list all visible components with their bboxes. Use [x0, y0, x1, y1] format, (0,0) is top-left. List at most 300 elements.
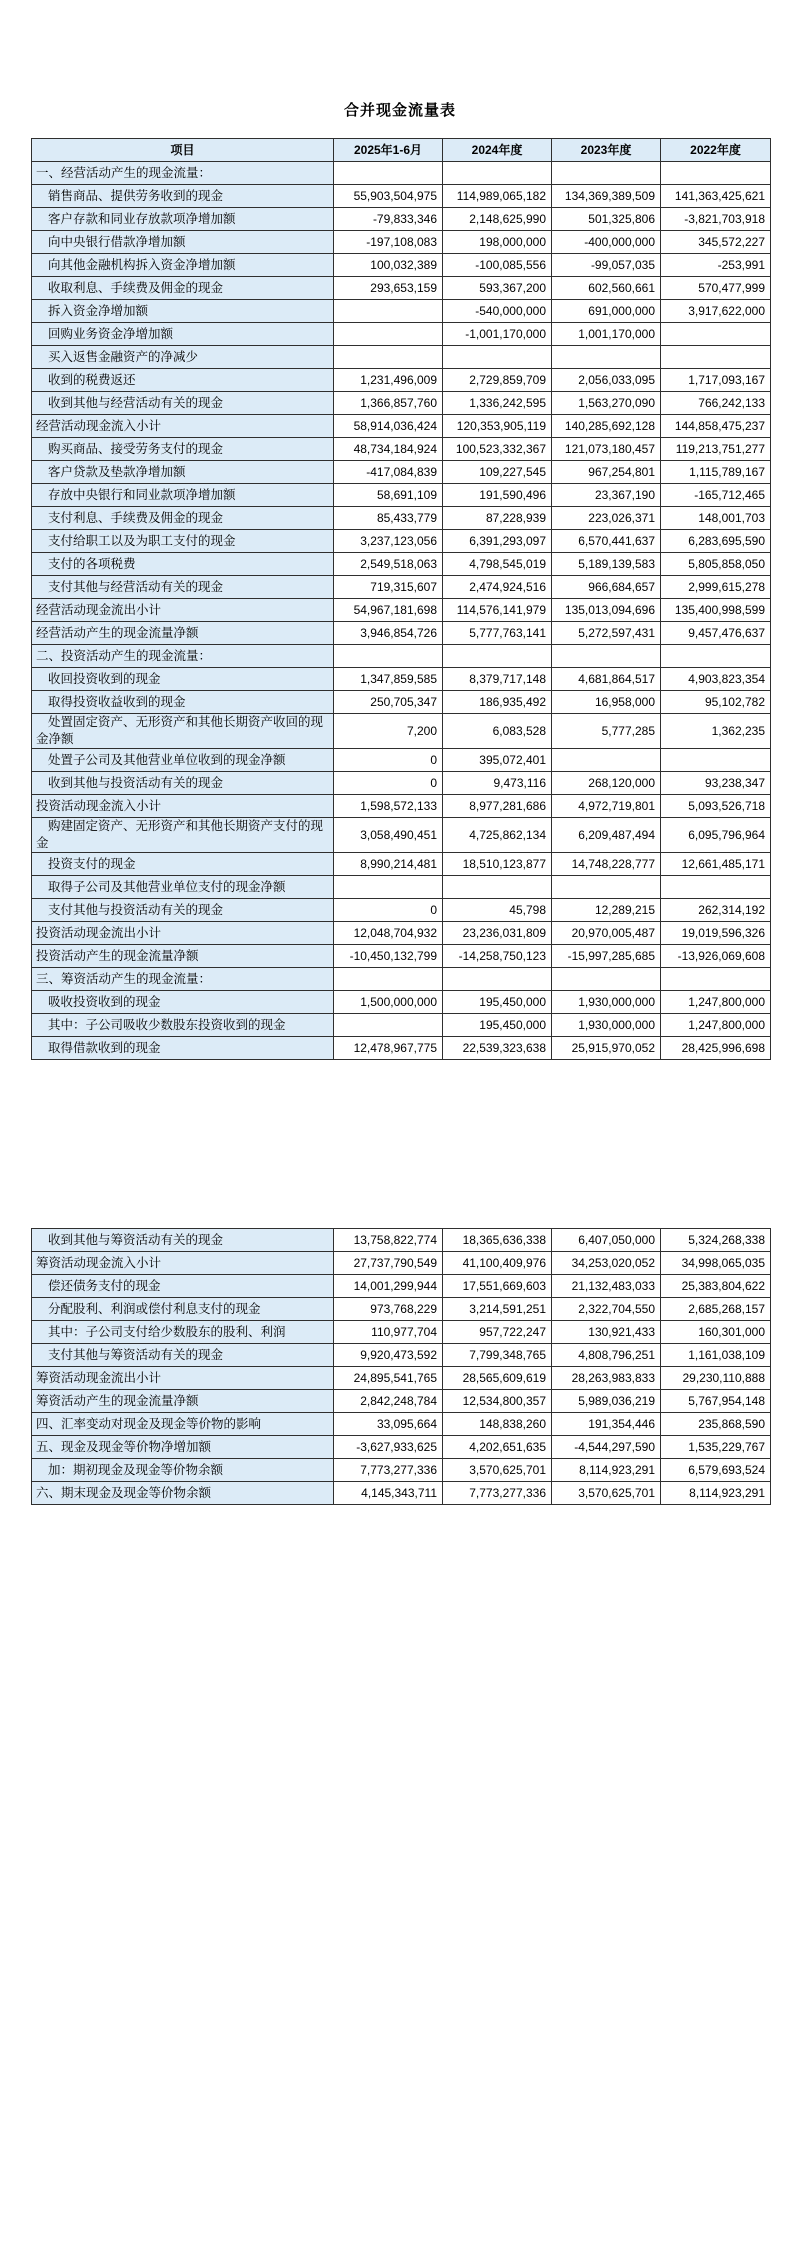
cell-value: 1,598,572,133: [334, 795, 443, 818]
cell-value: 8,379,717,148: [443, 668, 552, 691]
cell-value: 6,209,487,494: [552, 818, 661, 853]
table-row: [32, 599, 771, 622]
cell-value: 114,576,141,979: [443, 599, 552, 622]
table-row: [32, 415, 771, 438]
cell-value: 12,661,485,171: [661, 853, 771, 876]
cell-value: 6,570,441,637: [552, 530, 661, 553]
cell-value: 3,570,625,701: [552, 1482, 661, 1505]
column-header: 项目: [32, 139, 334, 162]
cell-value: 7,799,348,765: [443, 1344, 552, 1367]
cell-value: 6,095,796,964: [661, 818, 771, 853]
cell-value: 33,095,664: [334, 1413, 443, 1436]
cell-value: 100,523,332,367: [443, 438, 552, 461]
row-label: 五、现金及现金等价物净增加额: [32, 1436, 334, 1459]
table-row: [32, 945, 771, 968]
row-label: 收到其他与筹资活动有关的现金: [32, 1229, 334, 1252]
cell-value: 140,285,692,128: [552, 415, 661, 438]
row-label: 回购业务资金净增加额: [32, 323, 334, 346]
cell-value: [334, 323, 443, 346]
cell-value: 5,767,954,148: [661, 1390, 771, 1413]
row-label: 支付其他与经营活动有关的现金: [32, 576, 334, 599]
row-label: 六、期末现金及现金等价物余额: [32, 1482, 334, 1505]
cell-value: 1,930,000,000: [552, 1014, 661, 1037]
table-body-part1: [32, 162, 771, 1060]
cell-value: 27,737,790,549: [334, 1252, 443, 1275]
cell-value: [552, 162, 661, 185]
cell-value: 93,238,347: [661, 772, 771, 795]
row-label: 取得子公司及其他营业单位支付的现金净额: [32, 876, 334, 899]
cell-value: 6,283,695,590: [661, 530, 771, 553]
table-row: [32, 392, 771, 415]
cell-value: 195,450,000: [443, 1014, 552, 1037]
cell-value: -100,085,556: [443, 254, 552, 277]
cell-value: 135,400,998,599: [661, 599, 771, 622]
cell-value: 191,590,496: [443, 484, 552, 507]
cell-value: 7,773,277,336: [443, 1482, 552, 1505]
cell-value: 1,500,000,000: [334, 991, 443, 1014]
cell-value: 114,989,065,182: [443, 185, 552, 208]
cell-value: 3,917,622,000: [661, 300, 771, 323]
cell-value: 593,367,200: [443, 277, 552, 300]
row-label: 偿还债务支付的现金: [32, 1275, 334, 1298]
row-label: 二、投资活动产生的现金流量：: [32, 645, 334, 668]
cell-value: 345,572,227: [661, 231, 771, 254]
cell-value: 8,977,281,686: [443, 795, 552, 818]
cell-value: 2,056,033,095: [552, 369, 661, 392]
cell-value: 28,425,996,698: [661, 1037, 771, 1060]
cell-value: 45,798: [443, 899, 552, 922]
table-row: [32, 795, 771, 818]
cell-value: 1,535,229,767: [661, 1436, 771, 1459]
cell-value: 1,347,859,585: [334, 668, 443, 691]
row-label: 处置固定资产、无形资产和其他长期资产收回的现金净额: [32, 714, 334, 749]
cell-value: 12,048,704,932: [334, 922, 443, 945]
table-row: [32, 1482, 771, 1505]
row-label: 支付利息、手续费及佣金的现金: [32, 507, 334, 530]
table-row: [32, 899, 771, 922]
row-label: 一、经营活动产生的现金流量：: [32, 162, 334, 185]
row-label: 客户存款和同业存放款项净增加额: [32, 208, 334, 231]
cell-value: [334, 968, 443, 991]
table-row: [32, 1390, 771, 1413]
table-header: [32, 139, 771, 162]
row-label: 支付其他与筹资活动有关的现金: [32, 1344, 334, 1367]
cell-value: 58,914,036,424: [334, 415, 443, 438]
cell-value: 9,920,473,592: [334, 1344, 443, 1367]
cell-value: [552, 749, 661, 772]
row-label: 客户贷款及垫款净增加额: [32, 461, 334, 484]
cell-value: 58,691,109: [334, 484, 443, 507]
table-row: [32, 576, 771, 599]
cell-value: 293,653,159: [334, 277, 443, 300]
cell-value: [334, 876, 443, 899]
row-label: 投资活动产生的现金流量净额: [32, 945, 334, 968]
cell-value: 25,915,970,052: [552, 1037, 661, 1060]
cell-value: 719,315,607: [334, 576, 443, 599]
cell-value: 24,895,541,765: [334, 1367, 443, 1390]
cell-value: 4,725,862,134: [443, 818, 552, 853]
table-row: [32, 461, 771, 484]
cell-value: [552, 346, 661, 369]
row-label: 筹资活动产生的现金流量净额: [32, 1390, 334, 1413]
cell-value: 6,579,693,524: [661, 1459, 771, 1482]
row-label: 处置子公司及其他营业单位收到的现金净额: [32, 749, 334, 772]
cell-value: [443, 645, 552, 668]
table-row: [32, 323, 771, 346]
cell-value: 23,367,190: [552, 484, 661, 507]
cell-value: 148,001,703: [661, 507, 771, 530]
cell-value: 17,551,669,603: [443, 1275, 552, 1298]
cell-value: 0: [334, 899, 443, 922]
table-row: [32, 1037, 771, 1060]
cell-value: -165,712,465: [661, 484, 771, 507]
cell-value: 4,903,823,354: [661, 668, 771, 691]
cell-value: 5,189,139,583: [552, 553, 661, 576]
cell-value: 8,114,923,291: [661, 1482, 771, 1505]
cell-value: 28,565,609,619: [443, 1367, 552, 1390]
cell-value: 95,102,782: [661, 691, 771, 714]
cell-value: 198,000,000: [443, 231, 552, 254]
cell-value: [661, 323, 771, 346]
cell-value: 1,231,496,009: [334, 369, 443, 392]
cell-value: 5,093,526,718: [661, 795, 771, 818]
cell-value: 4,145,343,711: [334, 1482, 443, 1505]
cell-value: 8,990,214,481: [334, 853, 443, 876]
cell-value: 12,478,967,775: [334, 1037, 443, 1060]
cell-value: 0: [334, 772, 443, 795]
table-row: [32, 1436, 771, 1459]
cell-value: 2,685,268,157: [661, 1298, 771, 1321]
cell-value: 4,798,545,019: [443, 553, 552, 576]
row-label: 购建固定资产、无形资产和其他长期资产支付的现金: [32, 818, 334, 853]
table-row: [32, 1413, 771, 1436]
cell-value: 7,773,277,336: [334, 1459, 443, 1482]
cell-value: 2,729,859,709: [443, 369, 552, 392]
cell-value: 1,001,170,000: [552, 323, 661, 346]
cell-value: -3,821,703,918: [661, 208, 771, 231]
cell-value: 195,450,000: [443, 991, 552, 1014]
cell-value: [334, 162, 443, 185]
row-label: 购买商品、接受劳务支付的现金: [32, 438, 334, 461]
cell-value: [661, 968, 771, 991]
cell-value: [443, 968, 552, 991]
row-label: 支付其他与投资活动有关的现金: [32, 899, 334, 922]
row-label: 分配股利、利润或偿付利息支付的现金: [32, 1298, 334, 1321]
cell-value: 1,563,270,090: [552, 392, 661, 415]
cell-value: [443, 162, 552, 185]
row-label: 其中：子公司支付给少数股东的股利、利润: [32, 1321, 334, 1344]
row-label: 买入返售金融资产的净减少: [32, 346, 334, 369]
row-label: 拆入资金净增加额: [32, 300, 334, 323]
table-row: [32, 772, 771, 795]
cell-value: 2,474,924,516: [443, 576, 552, 599]
table-row: [32, 530, 771, 553]
cell-value: 14,001,299,944: [334, 1275, 443, 1298]
cell-value: [334, 346, 443, 369]
row-label: 取得投资收益收到的现金: [32, 691, 334, 714]
cell-value: [443, 876, 552, 899]
cell-value: 262,314,192: [661, 899, 771, 922]
cell-value: 28,263,983,833: [552, 1367, 661, 1390]
row-label: 投资活动现金流出小计: [32, 922, 334, 945]
table-row: [32, 185, 771, 208]
column-header: 2024年度: [443, 139, 552, 162]
cell-value: -99,057,035: [552, 254, 661, 277]
row-label: 收到其他与经营活动有关的现金: [32, 392, 334, 415]
table-row: [32, 553, 771, 576]
cell-value: 5,324,268,338: [661, 1229, 771, 1252]
table-row: [32, 818, 771, 853]
table-row: [32, 1298, 771, 1321]
row-label: 经营活动产生的现金流量净额: [32, 622, 334, 645]
cell-value: -197,108,083: [334, 231, 443, 254]
table-row: [32, 1344, 771, 1367]
table-row: [32, 876, 771, 899]
row-label: 取得借款收到的现金: [32, 1037, 334, 1060]
cell-value: 148,838,260: [443, 1413, 552, 1436]
cell-value: 7,200: [334, 714, 443, 749]
cell-value: 18,510,123,877: [443, 853, 552, 876]
cell-value: 570,477,999: [661, 277, 771, 300]
cell-value: 2,999,615,278: [661, 576, 771, 599]
cell-value: 186,935,492: [443, 691, 552, 714]
cell-value: 1,366,857,760: [334, 392, 443, 415]
cell-value: 1,161,038,109: [661, 1344, 771, 1367]
table-row: [32, 346, 771, 369]
cell-value: 2,842,248,784: [334, 1390, 443, 1413]
cell-value: -14,258,750,123: [443, 945, 552, 968]
cell-value: 119,213,751,277: [661, 438, 771, 461]
row-label: 经营活动现金流出小计: [32, 599, 334, 622]
cell-value: 135,013,094,696: [552, 599, 661, 622]
cell-value: 235,868,590: [661, 1413, 771, 1436]
cell-value: 8,114,923,291: [552, 1459, 661, 1482]
table-row: [32, 853, 771, 876]
cell-value: 48,734,184,924: [334, 438, 443, 461]
cell-value: 54,967,181,698: [334, 599, 443, 622]
table-row: [32, 438, 771, 461]
cell-value: 4,202,651,635: [443, 1436, 552, 1459]
cell-value: 22,539,323,638: [443, 1037, 552, 1060]
cell-value: 21,132,483,033: [552, 1275, 661, 1298]
cell-value: [661, 645, 771, 668]
cell-value: 6,391,293,097: [443, 530, 552, 553]
page-title: 合并现金流量表: [343, 102, 456, 119]
cell-value: 957,722,247: [443, 1321, 552, 1344]
cell-value: 3,214,591,251: [443, 1298, 552, 1321]
row-label: 三、筹资活动产生的现金流量：: [32, 968, 334, 991]
cell-value: 5,777,763,141: [443, 622, 552, 645]
table-row: [32, 714, 771, 749]
cash-flow-table-part2: [31, 1228, 771, 1505]
header-row: [32, 139, 771, 162]
cell-value: [661, 162, 771, 185]
table-row: [32, 749, 771, 772]
cell-value: 87,228,939: [443, 507, 552, 530]
cell-value: 25,383,804,622: [661, 1275, 771, 1298]
table-row: [32, 1014, 771, 1037]
cell-value: 4,972,719,801: [552, 795, 661, 818]
column-header: 2022年度: [661, 139, 771, 162]
cell-value: 120,353,905,119: [443, 415, 552, 438]
table-row: [32, 300, 771, 323]
table-row: [32, 484, 771, 507]
cell-value: [443, 346, 552, 369]
row-label: 收到的税费返还: [32, 369, 334, 392]
table-row: [32, 1321, 771, 1344]
cell-value: 5,272,597,431: [552, 622, 661, 645]
table-row: [32, 645, 771, 668]
cell-value: -540,000,000: [443, 300, 552, 323]
cell-value: 966,684,657: [552, 576, 661, 599]
table-row: [32, 231, 771, 254]
column-header: 2023年度: [552, 139, 661, 162]
cell-value: 34,253,020,052: [552, 1252, 661, 1275]
cell-value: [334, 1014, 443, 1037]
table-row: [32, 507, 771, 530]
cell-value: 501,325,806: [552, 208, 661, 231]
cell-value: 16,958,000: [552, 691, 661, 714]
row-label: 加：期初现金及现金等价物余额: [32, 1459, 334, 1482]
cell-value: 1,362,235: [661, 714, 771, 749]
cell-value: 766,242,133: [661, 392, 771, 415]
cell-value: 29,230,110,888: [661, 1367, 771, 1390]
cell-value: 1,247,800,000: [661, 991, 771, 1014]
cell-value: 250,705,347: [334, 691, 443, 714]
cell-value: -15,997,285,685: [552, 945, 661, 968]
cell-value: 14,748,228,777: [552, 853, 661, 876]
row-label: 吸收投资收到的现金: [32, 991, 334, 1014]
cell-value: -417,084,839: [334, 461, 443, 484]
cell-value: 1,717,093,167: [661, 369, 771, 392]
cell-value: -253,991: [661, 254, 771, 277]
cell-value: -3,627,933,625: [334, 1436, 443, 1459]
cell-value: 967,254,801: [552, 461, 661, 484]
cell-value: 2,549,518,063: [334, 553, 443, 576]
cell-value: 100,032,389: [334, 254, 443, 277]
cell-value: 1,247,800,000: [661, 1014, 771, 1037]
cell-value: 134,369,389,509: [552, 185, 661, 208]
row-label: 向其他金融机构拆入资金净增加额: [32, 254, 334, 277]
cell-value: 20,970,005,487: [552, 922, 661, 945]
cell-value: 5,805,858,050: [661, 553, 771, 576]
cell-value: 9,457,476,637: [661, 622, 771, 645]
table-row: [32, 254, 771, 277]
table-row: [32, 369, 771, 392]
cell-value: 3,946,854,726: [334, 622, 443, 645]
cell-value: 12,289,215: [552, 899, 661, 922]
table-row: [32, 277, 771, 300]
row-label: 投资活动现金流入小计: [32, 795, 334, 818]
cell-value: 4,681,864,517: [552, 668, 661, 691]
cell-value: 4,808,796,251: [552, 1344, 661, 1367]
cell-value: 55,903,504,975: [334, 185, 443, 208]
cell-value: 144,858,475,237: [661, 415, 771, 438]
cell-value: 5,989,036,219: [552, 1390, 661, 1413]
cell-value: 12,534,800,357: [443, 1390, 552, 1413]
cell-value: 6,083,528: [443, 714, 552, 749]
cell-value: 85,433,779: [334, 507, 443, 530]
cell-value: 2,322,704,550: [552, 1298, 661, 1321]
cell-value: -4,544,297,590: [552, 1436, 661, 1459]
table-row: [32, 922, 771, 945]
cell-value: 121,073,180,457: [552, 438, 661, 461]
table-body-part2: [32, 1229, 771, 1505]
cell-value: 602,560,661: [552, 277, 661, 300]
cell-value: 1,930,000,000: [552, 991, 661, 1014]
cell-value: 223,026,371: [552, 507, 661, 530]
cell-value: 2,148,625,990: [443, 208, 552, 231]
table-row: [32, 691, 771, 714]
cell-value: [334, 300, 443, 323]
table-row: [32, 162, 771, 185]
cell-value: 41,100,409,976: [443, 1252, 552, 1275]
table-row: [32, 668, 771, 691]
row-label: 支付给职工以及为职工支付的现金: [32, 530, 334, 553]
table-row: [32, 991, 771, 1014]
cell-value: 973,768,229: [334, 1298, 443, 1321]
cell-value: 691,000,000: [552, 300, 661, 323]
table-row: [32, 1252, 771, 1275]
cell-value: [661, 749, 771, 772]
row-label: 收回投资收到的现金: [32, 668, 334, 691]
cell-value: -13,926,069,608: [661, 945, 771, 968]
table-row: [32, 1275, 771, 1298]
cell-value: 19,019,596,326: [661, 922, 771, 945]
row-label: 向中央银行借款净增加额: [32, 231, 334, 254]
cell-value: 0: [334, 749, 443, 772]
cell-value: 268,120,000: [552, 772, 661, 795]
cell-value: -10,450,132,799: [334, 945, 443, 968]
cell-value: [661, 346, 771, 369]
cell-value: 18,365,636,338: [443, 1229, 552, 1252]
row-label: 经营活动现金流入小计: [32, 415, 334, 438]
cell-value: 1,336,242,595: [443, 392, 552, 415]
cell-value: 141,363,425,621: [661, 185, 771, 208]
row-label: 存放中央银行和同业款项净增加额: [32, 484, 334, 507]
row-label: 支付的各项税费: [32, 553, 334, 576]
cell-value: 110,977,704: [334, 1321, 443, 1344]
cell-value: 34,998,065,035: [661, 1252, 771, 1275]
row-label: 投资支付的现金: [32, 853, 334, 876]
row-label: 筹资活动现金流入小计: [32, 1252, 334, 1275]
row-label: 收到其他与投资活动有关的现金: [32, 772, 334, 795]
cell-value: 3,570,625,701: [443, 1459, 552, 1482]
cell-value: 3,237,123,056: [334, 530, 443, 553]
cell-value: 13,758,822,774: [334, 1229, 443, 1252]
cell-value: -79,833,346: [334, 208, 443, 231]
cell-value: 1,115,789,167: [661, 461, 771, 484]
cell-value: [334, 645, 443, 668]
cell-value: 6,407,050,000: [552, 1229, 661, 1252]
table-row: [32, 1229, 771, 1252]
row-label: 其中：子公司吸收少数股东投资收到的现金: [32, 1014, 334, 1037]
cell-value: -400,000,000: [552, 231, 661, 254]
cell-value: 23,236,031,809: [443, 922, 552, 945]
row-label: 收取利息、手续费及佣金的现金: [32, 277, 334, 300]
cell-value: [552, 876, 661, 899]
cell-value: 3,058,490,451: [334, 818, 443, 853]
cell-value: 395,072,401: [443, 749, 552, 772]
cell-value: 160,301,000: [661, 1321, 771, 1344]
cell-value: 9,473,116: [443, 772, 552, 795]
cell-value: [552, 968, 661, 991]
row-label: 四、汇率变动对现金及现金等价物的影响: [32, 1413, 334, 1436]
row-label: 筹资活动现金流出小计: [32, 1367, 334, 1390]
table-row: [32, 208, 771, 231]
cell-value: 130,921,433: [552, 1321, 661, 1344]
cell-value: [552, 645, 661, 668]
